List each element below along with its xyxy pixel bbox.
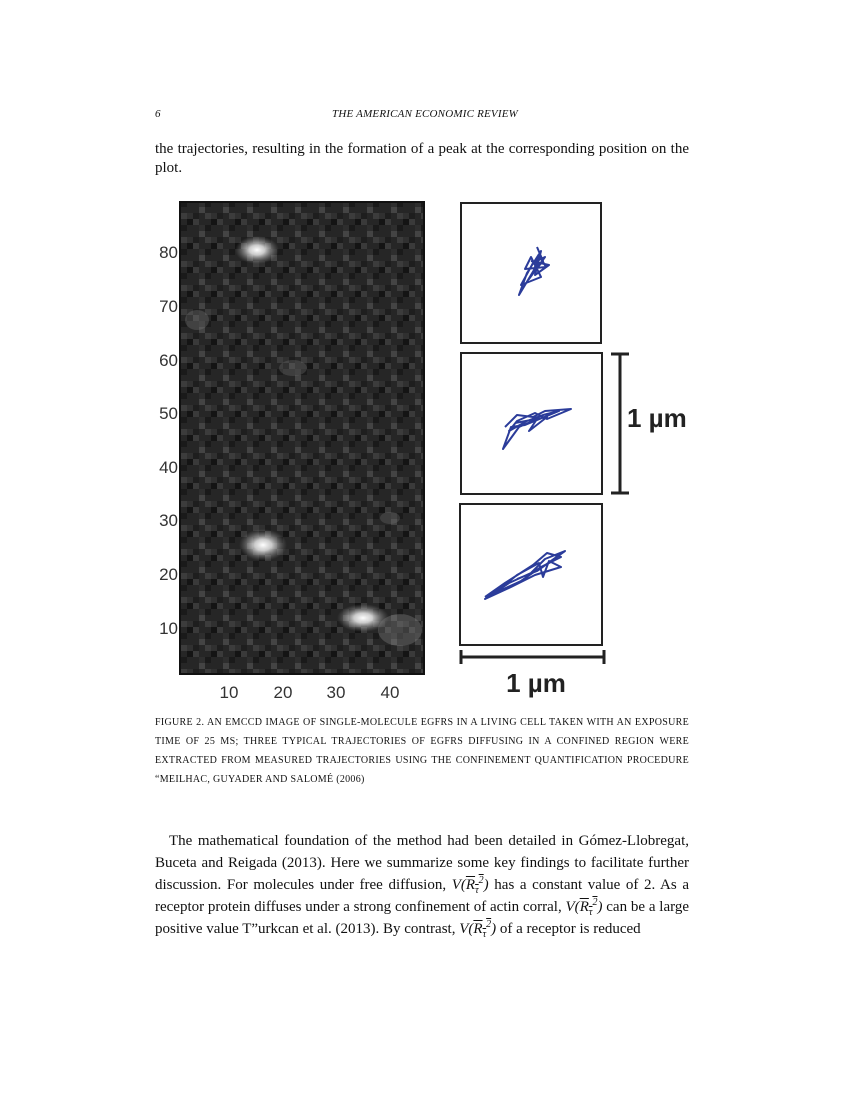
y-tick-label: 10: [159, 619, 178, 638]
y-tick-label: 50: [159, 404, 178, 423]
main-paragraph-text-3: can be a large positive value T”urkcan et al. (2013). By contrast,: [155, 899, 689, 937]
math-expression: $V(R_\tau^2)$: [451, 875, 489, 896]
main-paragraph-text-2: has a constant value of 2. As a receptor protein diffuses under a strong confinement of actin corral,: [155, 877, 689, 915]
figure-caption: FIGURE 2. AN EMCCD IMAGE OF SINGLE-MOLECULE EGFRS IN A LIVING CELL TAKEN WITH AN EXPOSURE TIME OF 25 MS; THREE TYPICAL TRAJECTORIES OF EGFRS DIFFUSING IN A CONFINED REGION WERE EXTRACTED FROM MEASURED TRAJECTORIES USING THE CONFINEMENT QUANTIFICATION PROCEDURE “MEILHAC, GUYADER AND SALOMÉ (2006): [155, 717, 689, 785]
vertical-scale-label: 1 µm: [627, 403, 687, 433]
y-tick-label: 20: [159, 565, 178, 584]
emccd-image: [180, 202, 424, 674]
y-tick-label: 80: [159, 243, 178, 262]
y-tick-label: 70: [159, 297, 178, 316]
main-paragraph: [155, 830, 689, 940]
x-tick-label: 30: [326, 683, 346, 702]
math-expression: $V(R_\tau^2)$: [459, 919, 497, 940]
y-tick-label: 40: [159, 458, 178, 477]
main-paragraph-text-4: of a receptor is reduced: [496, 921, 641, 937]
running-header: THE AMERICAN ECONOMIC REVIEW: [332, 108, 518, 120]
horizontal-scale-bar: [461, 650, 604, 664]
trajectory-box-2: [461, 353, 602, 494]
page-number: 6: [155, 108, 161, 120]
trajectory-box-1: [461, 203, 601, 343]
main-paragraph-text-1: The mathematical foundation of the method had been detailed in Gómez-Llobregat, Buceta and Reigada (2013). Here we summarize some key findings to facilitate further discussion. For molecules under free diffusion,: [155, 833, 689, 893]
x-tick-label: 40: [380, 683, 400, 702]
image-x-axis: [220, 683, 400, 702]
math-expression: $V(R_\tau^2)$: [565, 897, 603, 918]
x-tick-label: 20: [273, 683, 293, 702]
y-tick-label: 60: [159, 351, 178, 370]
horizontal-scale-label: 1 µm: [506, 668, 566, 698]
top-paragraph: the trajectories, resulting in the formation of a peak at the corresponding position on the plot.: [155, 141, 689, 176]
image-y-axis: [159, 243, 178, 638]
x-tick-label: 10: [219, 683, 239, 702]
figure-2: [145, 195, 705, 705]
y-tick-label: 30: [159, 511, 178, 530]
